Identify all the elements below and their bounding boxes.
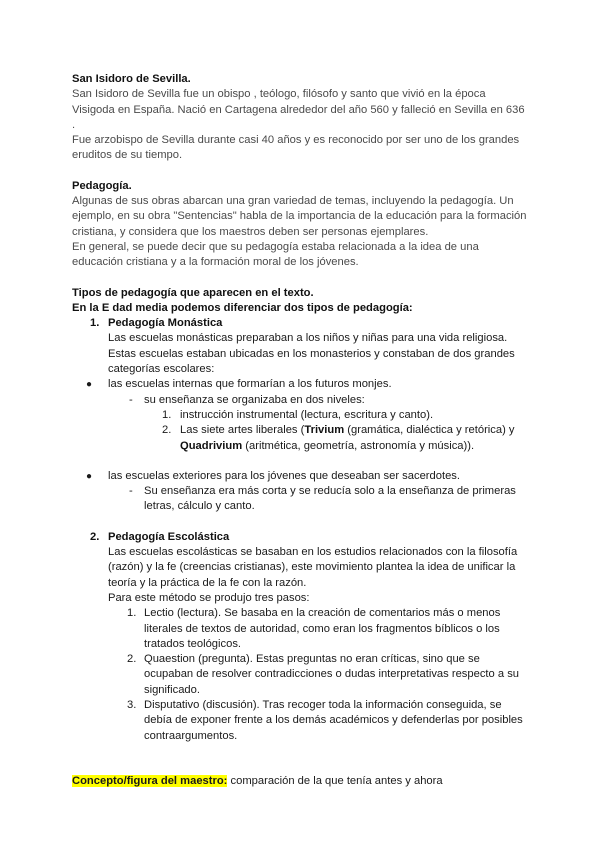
pedagogia-monastica-title: Pedagogía Monástica <box>108 317 223 330</box>
pedagogia-escolastica-heading <box>72 530 530 545</box>
bullet-item <box>72 469 530 484</box>
step-text: contraargumentos. <box>144 729 238 742</box>
bullet-icon: ● <box>86 379 93 391</box>
dash-item <box>72 484 530 515</box>
sub-list-item <box>72 423 530 454</box>
pedagogia-monastica-heading <box>72 316 530 331</box>
list-number: 2. <box>90 530 100 543</box>
step-text: Disputativo (discusión). Tras recoger toda la información conseguida, se <box>144 698 502 711</box>
monastica-line: Las escuelas monásticas preparaban a los niños y niñas para una vida religiosa. <box>108 332 508 345</box>
sub-list-text: Las siete artes liberales ( <box>180 424 305 437</box>
trivium-term: Trivium <box>304 424 345 437</box>
step-text: debía de exponer frente a los demás académicos y defenderlas por posibles <box>144 714 523 727</box>
step-text: literales de textos de autoridad, como eran los fragmentos bíblicos o los <box>144 622 500 635</box>
step-text: Quaestion (pregunta). Estas preguntas no eran críticas, sino que se <box>144 653 480 666</box>
pedagogia-escolastica-title: Pedagogía Escolástica <box>108 530 230 543</box>
pedagogy-line: Algunas de sus obras abarcan una gran variedad de temas, incluyendo la pedagogía. Un <box>72 195 514 208</box>
monastica-line: Estas escuelas estaban ubicadas en los monasterios y constaban de dos grandes <box>108 347 515 360</box>
bullet-icon: ● <box>86 470 93 482</box>
maestro-line <box>72 774 530 789</box>
list-number: 1. <box>127 607 137 620</box>
dash-text: su enseñanza se organizaba en dos niveles: <box>144 393 365 406</box>
quadrivium-term: Quadrivium <box>180 439 243 452</box>
step-item <box>72 698 530 744</box>
step-text: Lectio (lectura). Se basaba en la creación de comentarios más o menos <box>144 607 501 620</box>
bullet-text: las escuelas exteriores para los jóvenes que deseaban ser sacerdotes. <box>108 469 460 482</box>
dash-icon: - <box>129 485 133 498</box>
pedagogy-line: En general, se puede decir que su pedagogía estaba relacionada a la idea de una <box>72 240 479 253</box>
dash-text: Su enseñanza era más corta y se reducía solo a la enseñanza de primeras <box>144 485 516 498</box>
escolastica-line: teoría y la práctica de la fe con la razón. <box>108 576 307 589</box>
list-number: 1. <box>162 408 172 421</box>
sub-list-item <box>72 408 530 423</box>
pedagogy-line: educación cristiana y a la formación moral de los jóvenes. <box>72 256 359 269</box>
step-text: tratados teológicos. <box>144 637 242 650</box>
escolastica-intro: Para este método se produjo tres pasos: <box>108 591 310 604</box>
document-page <box>72 72 530 789</box>
list-number: 2. <box>162 424 172 437</box>
highlighted-label: Concepto/figura del maestro: <box>72 774 228 787</box>
bio-line: eruditos de su tiempo. <box>72 149 183 162</box>
list-number: 2. <box>127 653 137 666</box>
dash-item <box>72 393 530 408</box>
bullet-item <box>72 377 530 392</box>
dash-text: letras, cálculo y canto. <box>144 500 255 513</box>
sub-list-text: instrucción instrumental (lectura, escritura y canto). <box>180 408 434 421</box>
escolastica-line: Las escuelas escolásticas se basaban en los estudios relacionados con la filosofía <box>108 546 518 559</box>
step-item <box>72 606 530 652</box>
bio-line: Fue arzobispo de Sevilla durante casi 40 años y es reconocido por ser uno de los grandes <box>72 134 520 147</box>
pedagogy-line: cristiana, y considera que los maestros deben ser personas ejemplares. <box>72 225 429 238</box>
step-text: ocupaban de resolver contradicciones o dudas interpretativas respecto a su <box>144 668 520 681</box>
dash-icon: - <box>129 393 133 406</box>
step-text: significado. <box>144 683 200 696</box>
monastica-line: categorías escolares: <box>108 363 215 376</box>
escolastica-line: (razón) y la fe (creencias cristianas), este movimiento plantea la idea de unificar la <box>108 561 516 574</box>
pedagogy-line: ejemplo, en su obra "Sentencias" habla de la importancia de la educación para la formación <box>72 210 527 223</box>
sub-list-text: (gramática, dialéctica y retórica) y <box>344 424 515 437</box>
step-item <box>72 652 530 698</box>
bullet-text: las escuelas internas que formarían a los futuros monjes. <box>108 378 392 391</box>
list-number: 1. <box>90 317 100 330</box>
sub-list-text: (aritmética, geometría, astronomía y música)). <box>242 439 475 452</box>
section-subtitle-edad-media: En la E dad media podemos diferenciar dos tipos de pedagogía: <box>72 301 413 314</box>
bio-line: San Isidoro de Sevilla fue un obispo , teólogo, filósofo y santo que vivió en la época <box>72 88 486 101</box>
bio-line: Visigoda en España. Nació en Cartagena alrededor del año 560 y falleció en Sevilla en 636 . <box>72 103 525 131</box>
list-number: 3. <box>127 698 137 711</box>
section-title-pedagogia: Pedagogía. <box>72 179 132 192</box>
maestro-text: comparación de la que tenía antes y ahora <box>227 774 443 787</box>
section-title-isidoro: San Isidoro de Sevilla. <box>72 73 191 85</box>
section-title-tipos: Tipos de pedagogía que aparecen en el texto. <box>72 286 314 299</box>
